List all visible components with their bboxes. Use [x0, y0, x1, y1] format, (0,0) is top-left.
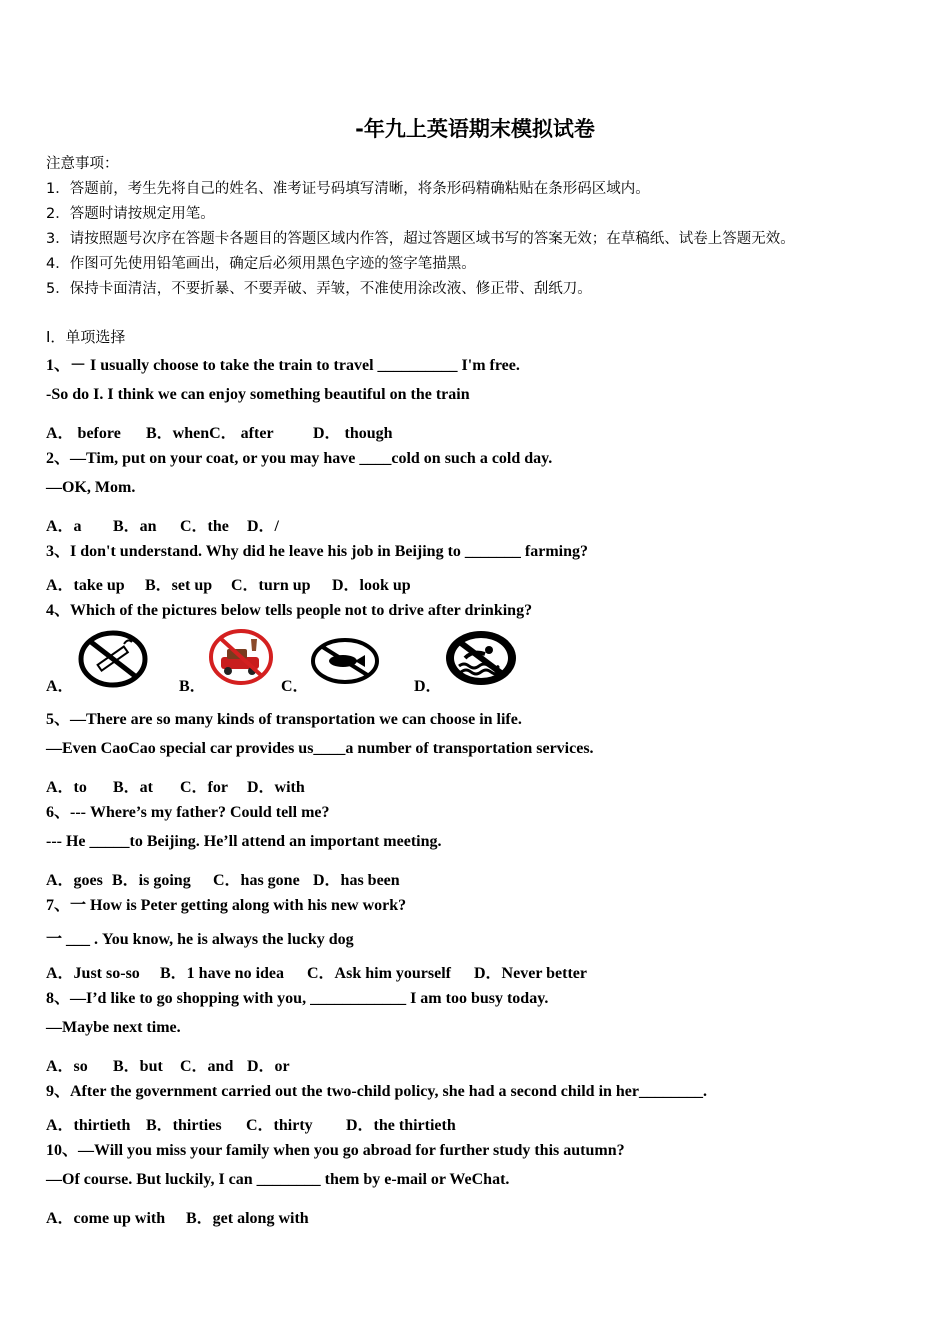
option[interactable]: B．get along with [186, 1210, 309, 1227]
option[interactable]: C．Ask him yourself [307, 965, 452, 982]
note-item: 4．作图可先使用铅笔画出，确定后必须用黑色字迹的签字笔描黑。 [46, 256, 476, 272]
question-7-reply: 一 ___ . You know, he is always the lucky dog [46, 931, 354, 948]
option[interactable]: C．and [180, 1058, 234, 1075]
question-1-reply: -So do I. I think we can enjoy something beautiful on the train [46, 386, 470, 403]
question-6: 6、--- Where’s my father? Could tell me? [46, 804, 330, 821]
note-item: 3．请按照题号次序在答题卡各题目的答题区域内作答，超过答题区域书写的答案无效；在草稿纸、试卷上答题无效。 [46, 231, 795, 247]
question-5-options [46, 774, 305, 797]
no-fishing-icon[interactable] [309, 636, 381, 686]
question-2: 2、—Tim, put on your coat, or you may have ____cold on such a cold day. [46, 450, 553, 467]
option[interactable]: A．a [46, 518, 82, 535]
option[interactable]: A． before [46, 425, 121, 442]
no-swimming-icon[interactable] [443, 628, 519, 688]
option[interactable]: B．is going [112, 872, 191, 889]
option[interactable]: D．the thirtieth [346, 1117, 456, 1134]
question-10: 10、—Will you miss your family when you go abroad for further study this autumn? [46, 1142, 625, 1159]
option[interactable]: C．thirty [246, 1117, 313, 1134]
option[interactable]: D． though [313, 425, 393, 442]
picture-label-c[interactable]: C． [281, 678, 309, 695]
option[interactable]: C．the [180, 518, 229, 535]
question-4: 4、Which of the pictures below tells people not to drive after drinking? [46, 602, 533, 619]
option[interactable]: A．Just so-so [46, 965, 140, 982]
option[interactable]: D．Never better [474, 965, 587, 982]
option[interactable]: C．turn up [231, 577, 311, 594]
option[interactable]: A．goes [46, 872, 103, 889]
option[interactable]: B．an [113, 518, 157, 535]
option[interactable]: B．1 have no idea [160, 965, 285, 982]
question-3-options [46, 572, 411, 595]
option[interactable]: D．has been [313, 872, 400, 889]
question-10-options [46, 1205, 309, 1228]
picture-label-d[interactable]: D． [414, 678, 442, 695]
section-heading: Ⅰ．单项选择 [46, 328, 126, 346]
option[interactable]: A．take up [46, 577, 125, 594]
question-5: 5、—There are so many kinds of transportation we can choose in life. [46, 711, 522, 728]
picture-label-a[interactable]: A． [46, 678, 74, 695]
option[interactable]: D．look up [332, 577, 411, 594]
question-3: 3、I don't understand. Why did he leave his job in Beijing to _______ farming? [46, 543, 589, 560]
question-2-reply: —OK, Mom. [46, 479, 136, 496]
option[interactable]: D．with [247, 779, 305, 796]
question-6-options [46, 867, 400, 890]
option[interactable]: D．/ [247, 518, 280, 535]
option[interactable]: B．whenC． after [146, 425, 274, 442]
no-drink-driving-icon[interactable] [207, 627, 275, 687]
option[interactable]: A．come up with [46, 1210, 166, 1227]
option[interactable]: B．set up [145, 577, 213, 594]
option[interactable]: C．for [180, 779, 228, 796]
question-9: 9、After the government carried out the two-child policy, she had a second child in her________. [46, 1083, 708, 1100]
option[interactable]: A．thirtieth [46, 1117, 131, 1134]
question-8-options [46, 1053, 290, 1076]
option[interactable]: B．but [113, 1058, 163, 1075]
option[interactable]: D．or [247, 1058, 290, 1075]
question-8-reply: —Maybe next time. [46, 1019, 181, 1036]
option[interactable]: B．thirties [146, 1117, 222, 1134]
question-10-reply: —Of course. But luckily, I can ________ them by e-mail or WeChat. [46, 1171, 510, 1188]
option[interactable]: A．to [46, 779, 87, 796]
option[interactable]: B．at [113, 779, 154, 796]
note-item: 5．保持卡面清洁，不要折暴、不要弄破、弄皱，不准使用涂改液、修正带、刮纸刀。 [46, 281, 592, 297]
question-9-options [46, 1112, 456, 1135]
question-6-reply: --- He _____to Beijing. He’ll attend an important meeting. [46, 833, 442, 850]
question-1: 1、－ I usually choose to take the train to travel __________ I'm free. [46, 357, 520, 374]
question-1-options [46, 420, 393, 443]
no-smoking-icon[interactable] [77, 630, 149, 688]
note-item: 2．答题时请按规定用笔。 [46, 206, 215, 222]
note-item: 1．答题前，考生先将自己的姓名、准考证号码填写清晰，将条形码精确粘贴在条形码区域内。 [46, 181, 650, 197]
question-7: 7、一 How is Peter getting along with his new work? [46, 897, 407, 914]
option[interactable]: C．has gone [213, 872, 300, 889]
question-2-options [46, 513, 279, 536]
question-8: 8、—I’d like to go shopping with you, ____________ I am too busy today. [46, 990, 549, 1007]
picture-label-b[interactable]: B． [179, 678, 206, 695]
question-7-options [46, 960, 587, 983]
notes-heading: 注意事项： [46, 156, 119, 172]
option[interactable]: A．so [46, 1058, 88, 1075]
page-title: -年九上英语期末模拟试卷 [355, 117, 595, 141]
question-5-reply: —Even CaoCao special car provides us____a number of transportation services. [46, 740, 594, 757]
